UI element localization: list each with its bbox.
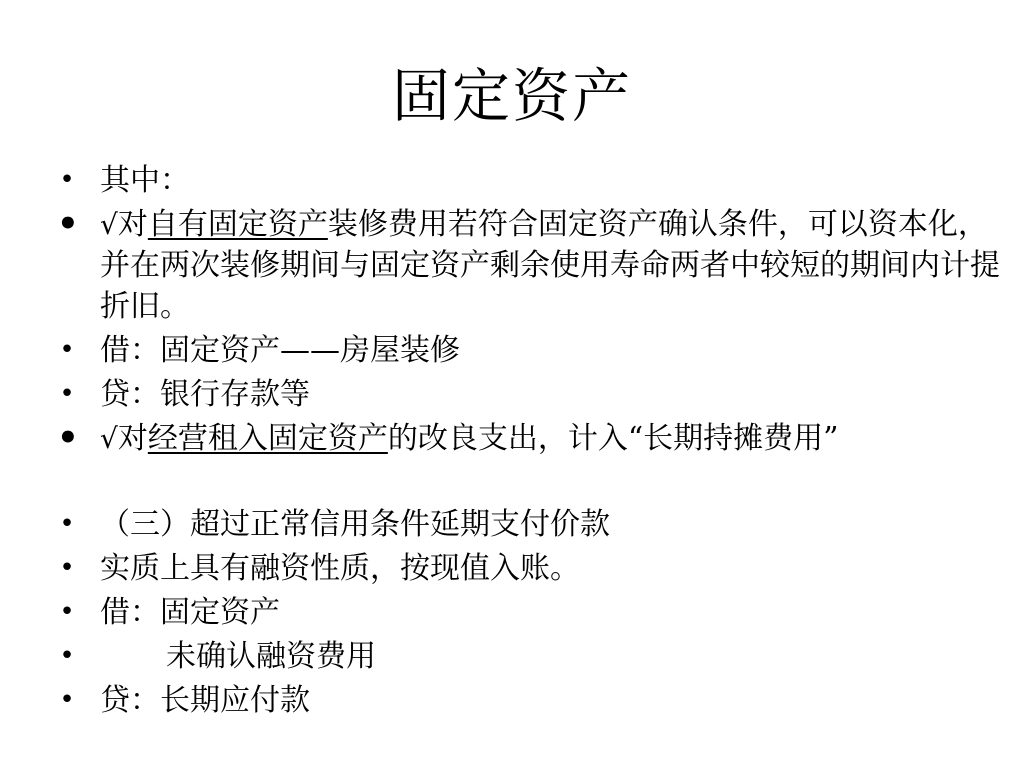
item-text: 贷：银行存款等	[100, 377, 310, 412]
item-text: 未确认融资费用	[166, 639, 376, 674]
list-item	[0, 548, 1024, 589]
item-text: 借：固定资产	[100, 595, 280, 630]
bullet-icon: •	[59, 379, 75, 409]
bullet-icon: •	[59, 509, 75, 539]
slide-title: 固定资产	[391, 62, 632, 130]
item-text-suffix: 装修费用若符合固定资产确认条件，可以资本化，并在两次装修期间与固定资产剩余使用寿命两者中较短的期间内计提折旧。	[100, 207, 1000, 324]
bullet-icon: •	[59, 597, 75, 627]
bullet-icon: •	[57, 418, 79, 458]
bullet-icon: •	[59, 335, 75, 365]
item-text: 借：固定资产——房屋装修	[100, 333, 460, 368]
checkmark-icon: √	[100, 422, 118, 455]
bullet-list	[0, 160, 1024, 724]
item-text: 其中：	[100, 163, 190, 198]
item-text-underlined: 经营租入固定资产	[147, 421, 388, 456]
list-item	[0, 204, 1024, 327]
list-item	[0, 636, 1024, 677]
list-item	[0, 418, 1024, 459]
bullet-icon: •	[59, 641, 75, 671]
item-text-underlined: 自有固定资产	[147, 207, 328, 242]
list-item	[0, 330, 1024, 371]
item-text: 贷：长期应付款	[100, 683, 310, 718]
list-item	[0, 680, 1024, 721]
item-text: （三）超过正常信用条件延期支付价款	[100, 507, 610, 542]
bullet-icon: •	[59, 685, 75, 715]
list-item	[0, 374, 1024, 415]
item-text-prefix: 对	[117, 207, 148, 242]
item-text: 实质上具有融资性质，按现值入账。	[100, 551, 580, 586]
list-item	[0, 592, 1024, 633]
list-item	[0, 160, 1024, 201]
bullet-icon: •	[59, 165, 75, 195]
bullet-icon: •	[59, 553, 75, 583]
item-text-prefix: 对	[117, 421, 148, 456]
list-item	[0, 504, 1024, 545]
checkmark-icon: √	[100, 208, 118, 241]
bullet-icon: •	[57, 204, 79, 244]
item-text-suffix: 的改良支出，计入“长期持摊费用”	[387, 421, 839, 456]
